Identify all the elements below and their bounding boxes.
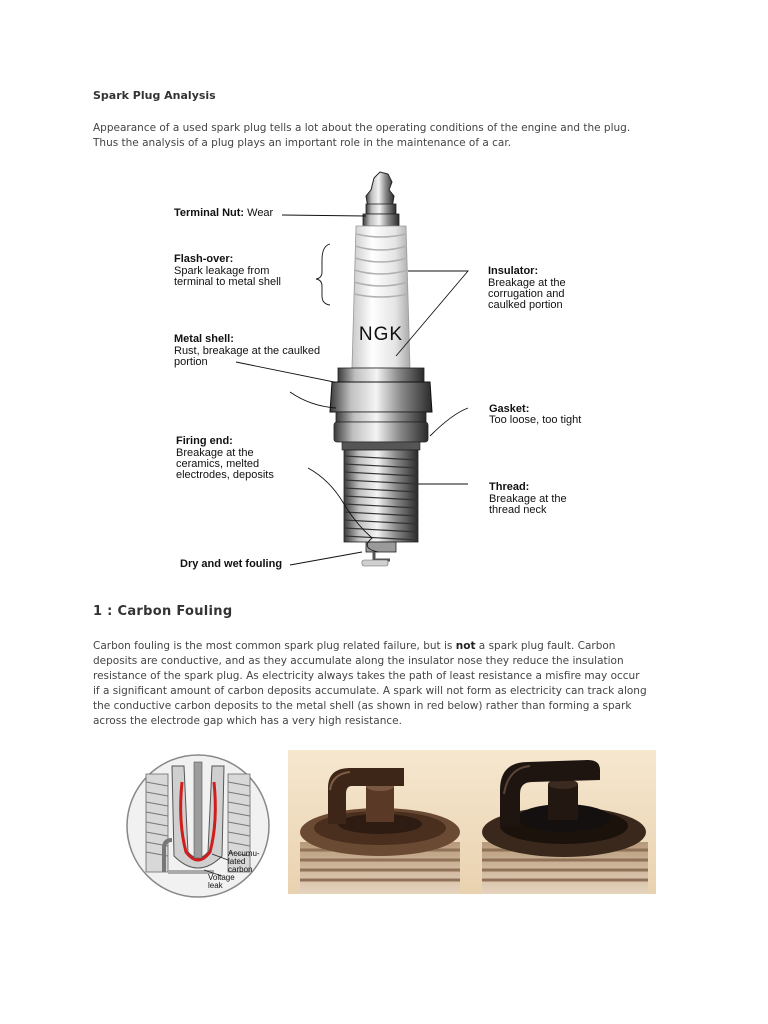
emphasis-not: not [455,640,476,652]
svg-text:Firing end:: Firing end: [176,435,233,447]
svg-text:Metal shell:: Metal shell: [174,333,234,345]
intro-line-1: Appearance of a used spark plug tells a lot about the operating conditions of the engine and the plug. [93,122,631,134]
svg-text:caulked portion: caulked portion [488,299,563,311]
callout-metal-shell [174,333,320,368]
svg-text:ceramics, melted: ceramics, melted [176,458,260,470]
svg-text:Gasket:: Gasket: [489,403,530,415]
callout-gasket [489,403,581,426]
svg-text:Insulator:: Insulator: [488,265,539,277]
svg-text:Voltage: Voltage [208,873,235,882]
cross-section-figure [124,752,272,900]
svg-text:Spark leakage from: Spark leakage from [174,265,270,277]
svg-text:Flash-over:: Flash-over: [174,253,234,265]
ngk-logo: NGK [358,324,404,345]
svg-text:Too loose, too tight: Too loose, too tight [489,414,582,426]
spark-plug-diagram [160,168,620,580]
callout-insulator [488,265,566,311]
svg-text:lated: lated [228,857,246,866]
svg-text:Breakage at the: Breakage at the [176,447,254,459]
callout-fouling [180,558,282,570]
paragraph-line-1: Carbon fouling is the most common spark plug related failure, but is not a spark plug fault. Carbon [93,640,616,652]
paragraph-line-2: deposits are conductive, and as they accumulate along the insulator nose they reduce the insulation [93,655,624,667]
fouled-plugs-photo [288,750,656,894]
paragraph-line-3: resistance of the spark plug. As electricity always takes the path of least resistance a misfire may occur [93,670,640,682]
intro-paragraph [93,121,673,151]
svg-text:Accumu-: Accumu- [228,849,260,858]
section-heading-carbon-fouling: 1 : Carbon Fouling [93,604,233,619]
page-title: Spark Plug Analysis [93,89,216,102]
metal-shell [330,368,432,450]
callout-thread [489,481,567,516]
paragraph-line-4: if a significant amount of carbon deposits accumulate. A spark will not form as electricity can track along [93,685,647,697]
svg-text:Dry and wet fouling: Dry and wet fouling [180,558,283,570]
svg-text:portion: portion [174,356,208,368]
intro-line-2: Thus the analysis of a plug plays an important role in the maintenance of a car. [93,137,512,149]
svg-text:electrodes, deposits: electrodes, deposits [176,469,274,481]
thread [344,450,418,542]
svg-text:corrugation and: corrugation and [488,288,565,300]
callout-terminal-nut [174,207,274,219]
callout-flash-over [174,253,281,288]
terminal-nut [363,172,399,226]
svg-text:thread neck: thread neck [489,504,547,516]
svg-text:Rust, breakage at the caulked: Rust, breakage at the caulked [174,345,321,357]
svg-text:Breakage at the: Breakage at the [488,277,566,289]
svg-text:carbon: carbon [228,865,253,874]
carbon-fouling-figures [124,750,664,900]
svg-text:Breakage at the: Breakage at the [489,493,567,505]
svg-text:Thread:: Thread: [489,481,530,493]
callout-firing-end [176,435,274,481]
svg-text:Terminal Nut: Wear: Terminal Nut: Wear [174,207,274,219]
svg-text:leak: leak [208,881,223,890]
ceramic-insulator [352,226,410,368]
svg-text:terminal to metal shell: terminal to metal shell [174,276,281,288]
paragraph-line-5: the conductive carbon deposits to the metal shell (as shown in red below) rather than forming a spark [93,700,632,712]
paragraph-line-6: across the electrode gap which has a very high resistance. [93,715,402,727]
carbon-fouling-paragraph [93,639,683,729]
